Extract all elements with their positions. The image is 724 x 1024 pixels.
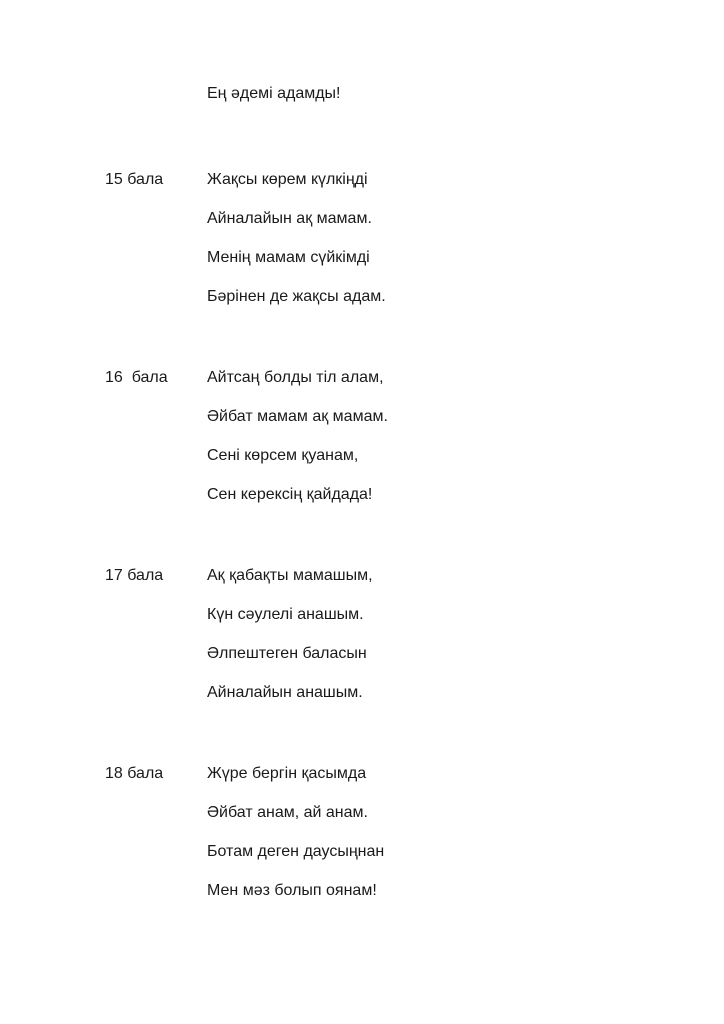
stanza — [105, 754, 384, 910]
stanza-speaker-label: 15 бала — [105, 171, 164, 188]
verse-line: Әйбат анам, ай анам. — [207, 804, 368, 821]
verse-line: Сен керексің қайдада! — [207, 486, 373, 503]
stanza-speaker-label: 18 бала — [105, 765, 164, 782]
verse-line: Әлпештеген баласын — [207, 645, 367, 662]
stanza — [105, 160, 386, 316]
stanza-lines — [207, 160, 386, 316]
stanza — [105, 358, 388, 514]
verse-line: Мен мәз болып оянам! — [207, 882, 377, 899]
stanza-lines — [207, 556, 373, 712]
verse-line: Менің мамам сүйкімді — [207, 249, 370, 266]
verse-line: Айналайын ақ мамам. — [207, 210, 372, 227]
verse-line: Айналайын анашым. — [207, 684, 363, 701]
verse-line: Айтсаң болды тіл алам, — [207, 369, 384, 386]
stanza — [105, 556, 373, 712]
verse-line: Сені көрсем қуанам, — [207, 447, 359, 464]
verse-line: Жақсы көрем күлкіңді — [207, 171, 368, 188]
verse-line: Ақ қабақты мамашым, — [207, 567, 373, 584]
stanza-speaker-label: 17 бала — [105, 567, 164, 584]
stanza-speaker-label: 16 бала — [105, 369, 168, 386]
verse-line: Жүре бергін қасымда — [207, 765, 367, 782]
poem-intro-line: Ең әдемі адамды! — [207, 85, 341, 102]
verse-line: Ботам деген даусыңнан — [207, 843, 385, 860]
verse-line: Күн сәулелі анашым. — [207, 606, 364, 623]
stanza-lines — [207, 754, 384, 910]
verse-line: Бәрінен де жақсы адам. — [207, 288, 386, 305]
stanza-lines — [207, 358, 388, 514]
verse-line: Әйбат мамам ақ мамам. — [207, 408, 388, 425]
